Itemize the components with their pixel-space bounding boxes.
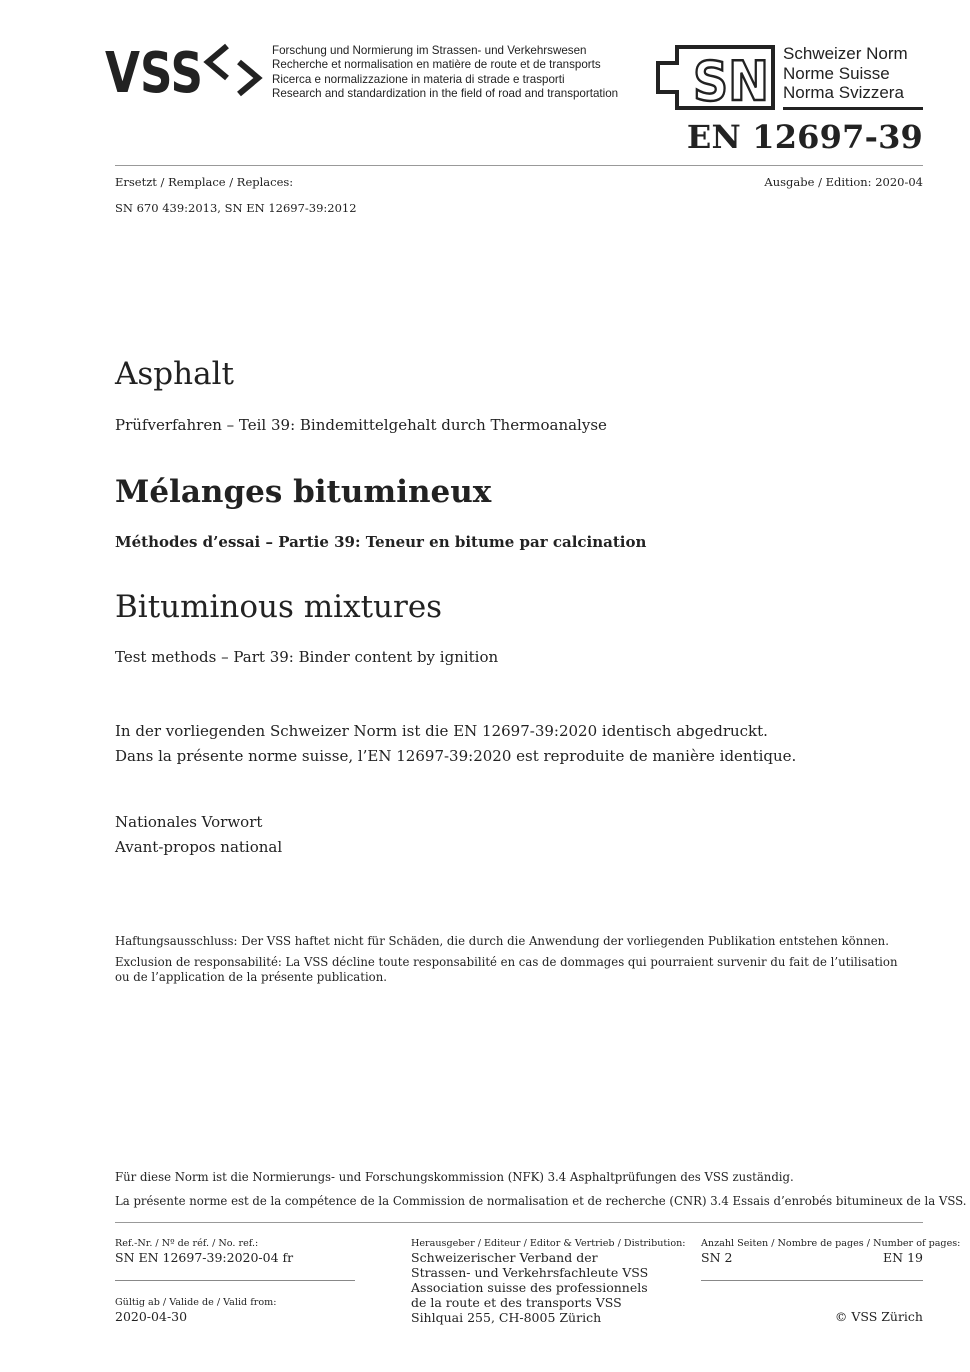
publisher-line: Association suisse des professionnels xyxy=(411,1280,648,1295)
foreword-fr: Avant-propos national xyxy=(115,838,283,856)
replaces-label: Ersetzt / Remplace / Replaces: xyxy=(115,175,294,189)
publisher-line: Sihlquai 255, CH-8005 Zürich xyxy=(411,1310,602,1325)
identical-statement-fr: Dans la présente norme suisse, l’EN 12697-39:2020 est reproduite de manière identique. xyxy=(115,747,797,765)
vss-tagline-fr: Recherche et normalisation en matière de route et de transports xyxy=(272,58,601,72)
vss-logo xyxy=(105,40,265,100)
sn-logo xyxy=(655,44,775,112)
ref-label: Ref.-Nr. / Nº de réf. / No. ref.: xyxy=(115,1238,259,1249)
ref-divider xyxy=(115,1280,355,1281)
doc-number: EN 12697-39 xyxy=(686,118,923,156)
pages-sn: SN 2 xyxy=(701,1250,733,1265)
publisher-line: Strassen- und Verkehrsfachleute VSS xyxy=(411,1265,649,1280)
header-divider xyxy=(115,165,923,166)
title-de: Asphalt xyxy=(115,356,234,392)
sn-logo-text: SN xyxy=(693,50,769,112)
sn-name-it: Norma Svizzera xyxy=(783,83,904,102)
identical-statement-de: In der vorliegenden Schweizer Norm ist die EN 12697-39:2020 identisch abgedruckt. xyxy=(115,722,768,740)
sn-name-fr: Norme Suisse xyxy=(783,63,890,83)
title-fr: Mélanges bitumineux xyxy=(115,474,492,510)
title-en: Bituminous mixtures xyxy=(115,589,443,625)
disclaimer-fr-line2: ou de l’application de la présente publication. xyxy=(115,970,387,984)
publisher-label: Herausgeber / Editeur / Editor & Vertrieb / Distribution: xyxy=(411,1238,686,1249)
sn-underline xyxy=(783,107,923,110)
replaces-value: SN 670 439:2013, SN EN 12697-39:2012 xyxy=(115,201,357,215)
pages-divider xyxy=(701,1280,923,1281)
subtitle-fr: Méthodes d’essai – Partie 39: Teneur en bitume par calcination xyxy=(115,533,647,551)
vss-tagline xyxy=(272,44,618,101)
foreword-de: Nationales Vorwort xyxy=(115,813,263,831)
disclaimer-fr-line1: Exclusion de responsabilité: La VSS décline toute responsabilité en cas de dommages qui pourraient survenir du fait de l’utilisation xyxy=(115,955,898,969)
valid-label: Gültig ab / Valide de / Valid from: xyxy=(115,1297,277,1308)
competence-de: Für diese Norm ist die Normierungs- und Forschungskommission (NFK) 3.4 Asphaltprüfungen des VSS zuständig. xyxy=(115,1170,794,1184)
competence-fr: La présente norme est de la compétence de la Commission de normalisation et de recherche (CNR) 3.4 Essais d’enrobés bitumineux de la VSS. xyxy=(115,1194,967,1208)
publisher-address xyxy=(411,1250,648,1325)
vss-tagline-en: Research and standardization in the field of road and transportation xyxy=(272,86,619,100)
vss-logo-text: VSS xyxy=(105,41,203,100)
ref-value: SN EN 12697-39:2020-04 fr xyxy=(115,1250,294,1265)
copyright: © VSS Zürich xyxy=(834,1309,923,1324)
pages-en: EN 19 xyxy=(883,1250,923,1265)
sn-names xyxy=(783,44,908,103)
disclaimer-de: Haftungsausschluss: Der VSS haftet nicht für Schäden, die durch die Anwendung der vorliegenden Publikation entstehen können. xyxy=(115,934,889,948)
vss-tagline-it: Ricerca e normalizzazione in materia di strade e trasporti xyxy=(272,72,565,86)
vss-tagline-de: Forschung und Normierung im Strassen- und Verkehrswesen xyxy=(272,44,587,57)
publisher-line: de la route et des transports VSS xyxy=(411,1295,622,1310)
valid-value: 2020-04-30 xyxy=(115,1309,188,1324)
pages-label: Anzahl Seiten / Nombre de pages / Number of pages: xyxy=(701,1238,961,1249)
subtitle-en: Test methods – Part 39: Binder content by ignition xyxy=(115,648,499,666)
publisher-line: Schweizerischer Verband der xyxy=(411,1250,598,1265)
subtitle-de: Prüfverfahren – Teil 39: Bindemittelgehalt durch Thermoanalyse xyxy=(115,416,607,434)
sn-name-de: Schweizer Norm xyxy=(783,44,908,63)
footer-divider xyxy=(115,1222,923,1223)
edition: Ausgabe / Edition: 2020-04 xyxy=(764,175,923,189)
